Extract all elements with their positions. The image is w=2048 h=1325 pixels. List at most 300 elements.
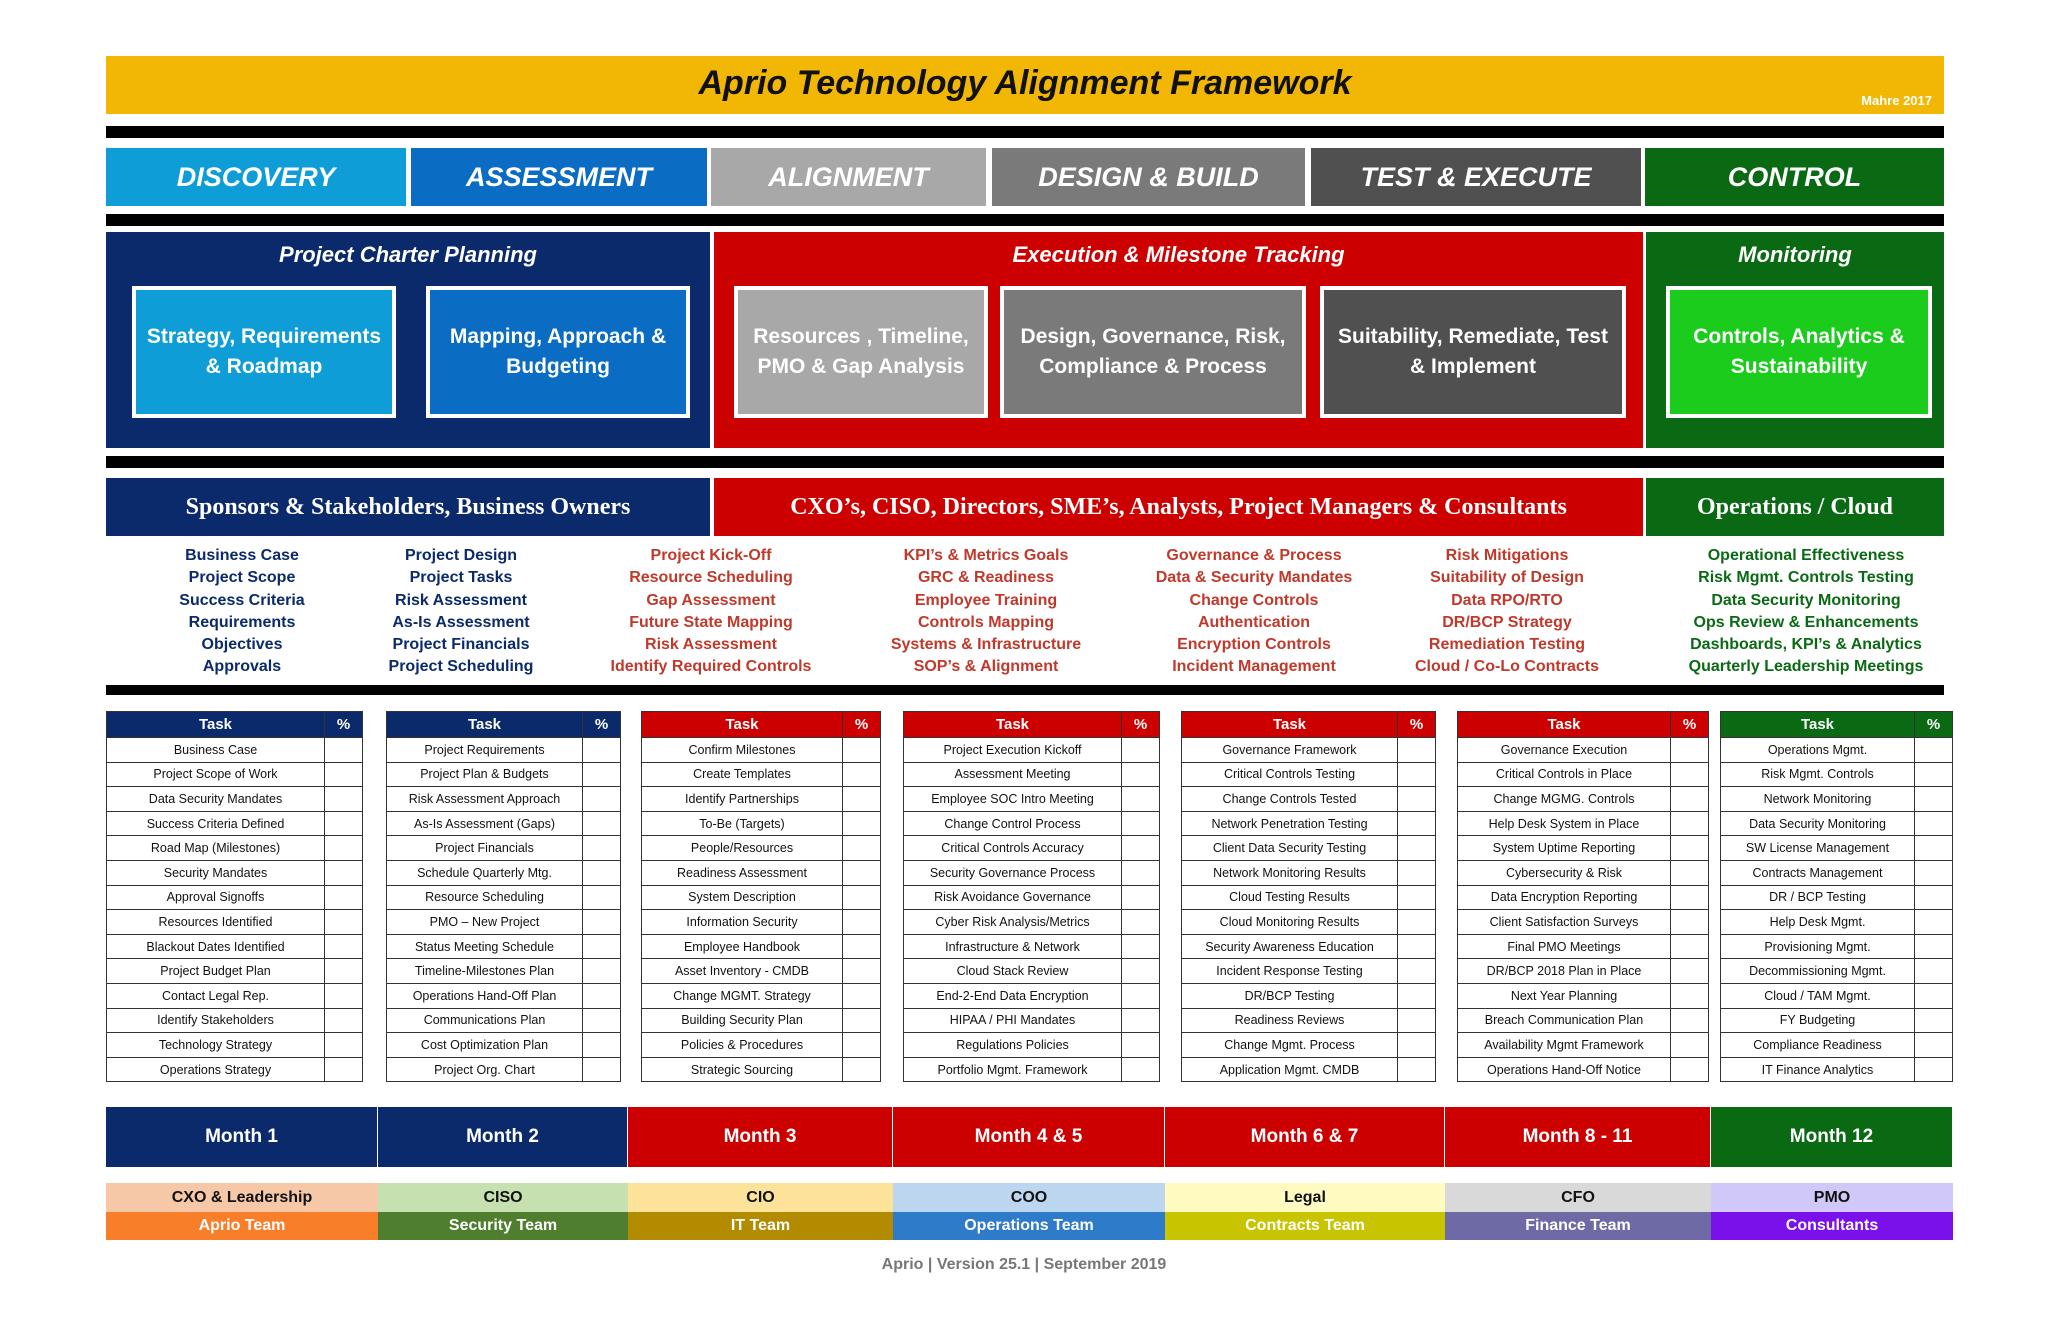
band-execution-milestone-tracking [714,232,1643,448]
table-row [1458,762,1709,787]
topic-item: Ops Review & Enhancements [1693,613,1919,631]
percent-cell[interactable] [843,1033,881,1058]
percent-cell[interactable] [1122,762,1160,787]
task-cell: Infrastructure & Network [904,934,1122,959]
task-table [1720,711,1953,1082]
percent-column-header: % [325,712,363,738]
stage-box: Design, Governance, Risk, Compliance & Process [1000,286,1306,418]
table-row [642,983,881,1008]
table-row [1182,885,1436,910]
percent-cell[interactable] [1671,885,1709,910]
task-cell: Critical Controls Accuracy [904,836,1122,861]
task-cell: Data Encryption Reporting [1458,885,1671,910]
topic-item: Change Controls [1189,591,1319,609]
task-column-header: Task [642,712,843,738]
task-cell: To-Be (Targets) [642,811,843,836]
task-cell: Approval Signoffs [107,885,325,910]
task-cell: Change Controls Tested [1182,787,1398,812]
percent-cell[interactable] [843,910,881,935]
task-cell: Security Awareness Education [1182,934,1398,959]
percent-cell[interactable] [1671,1008,1709,1033]
table-row [387,1057,621,1082]
topic-item: Systems & Infrastructure [890,636,1082,654]
percent-cell[interactable] [1915,983,1953,1008]
table-row [1721,1057,1953,1082]
percent-cell[interactable] [583,811,621,836]
task-cell: Application Mgmt. CMDB [1182,1057,1398,1082]
phase-design-build: DESIGN & BUILD [992,148,1305,206]
task-cell: Data Security Mandates [107,787,325,812]
percent-cell[interactable] [843,885,881,910]
task-cell: Operations Hand-Off Plan [387,983,583,1008]
table-row [1182,1033,1436,1058]
percent-cell[interactable] [1122,910,1160,935]
task-table [1181,711,1436,1082]
task-cell: Operations Mgmt. [1721,738,1915,763]
divider-line [106,456,1944,468]
percent-cell[interactable] [1671,762,1709,787]
task-cell: Road Map (Milestones) [107,836,325,861]
table-row [642,959,881,984]
percent-cell[interactable] [1915,787,1953,812]
percent-cell[interactable] [325,860,363,885]
task-table [386,711,621,1082]
percent-cell[interactable] [1671,1033,1709,1058]
task-cell: Strategic Sourcing [642,1057,843,1082]
percent-cell[interactable] [325,787,363,812]
table-row [1182,787,1436,812]
percent-cell[interactable] [1671,836,1709,861]
task-cell: Operations Hand-Off Notice [1458,1057,1671,1082]
table-row [1458,787,1709,812]
percent-cell[interactable] [1398,983,1436,1008]
table-row [387,787,621,812]
stage-box: Mapping, Approach & Budgeting [426,286,690,418]
topic-item: Project Tasks [409,569,513,587]
percent-cell[interactable] [325,910,363,935]
percent-cell[interactable] [1398,836,1436,861]
table-row [904,1057,1160,1082]
table-row [904,787,1160,812]
task-table-header [1721,712,1953,738]
percent-cell[interactable] [843,959,881,984]
table-row [387,738,621,763]
percent-cell[interactable] [843,811,881,836]
phase-test-execute: TEST & EXECUTE [1311,148,1641,206]
table-row [904,1033,1160,1058]
percent-cell[interactable] [1122,1057,1160,1082]
topic-list [1642,545,1970,679]
percent-cell[interactable] [1122,959,1160,984]
task-column-header: Task [1182,712,1398,738]
percent-cell[interactable] [325,1008,363,1033]
table-row [1182,738,1436,763]
task-cell: Change MGMG. Controls [1458,787,1671,812]
table-row [387,762,621,787]
table-row [904,836,1160,861]
percent-cell[interactable] [325,762,363,787]
percent-cell[interactable] [843,787,881,812]
percent-cell[interactable] [583,983,621,1008]
table-row [1721,762,1953,787]
topic-item: Governance & Process [1166,547,1342,564]
team-cell: Operations Team [893,1212,1165,1240]
teams-row [106,1212,1953,1240]
percent-cell[interactable] [1671,910,1709,935]
roles-row [106,1183,1953,1212]
percent-cell[interactable] [583,762,621,787]
percent-cell[interactable] [843,860,881,885]
table-row [1458,836,1709,861]
task-cell: Cloud Testing Results [1182,885,1398,910]
task-cell: Success Criteria Defined [107,811,325,836]
percent-cell[interactable] [1398,762,1436,787]
percent-cell[interactable] [1915,910,1953,935]
percent-cell[interactable] [1671,860,1709,885]
team-cell: Security Team [378,1212,628,1240]
percent-column-header: % [1398,712,1436,738]
percent-cell[interactable] [583,910,621,935]
table-row [1458,934,1709,959]
task-cell: Create Templates [642,762,843,787]
stage-box: Suitability, Remediate, Test & Implement [1320,286,1626,418]
task-cell: Contracts Management [1721,860,1915,885]
percent-cell[interactable] [325,934,363,959]
table-row [1721,934,1953,959]
topic-item: DR/BCP Strategy [1442,613,1572,631]
task-cell: Status Meeting Schedule [387,934,583,959]
team-cell: Finance Team [1445,1212,1711,1240]
percent-cell[interactable] [843,836,881,861]
topic-item: Requirements [188,613,296,631]
table-row [1721,910,1953,935]
task-table-header [1182,712,1436,738]
percent-cell[interactable] [1671,959,1709,984]
task-cell: Network Penetration Testing [1182,811,1398,836]
percent-cell[interactable] [1915,860,1953,885]
task-table-header [904,712,1160,738]
task-cell: Incident Response Testing [1182,959,1398,984]
percent-cell[interactable] [1122,738,1160,763]
stage-box: Resources , Timeline, PMO & Gap Analysis [734,286,988,418]
percent-cell[interactable] [583,1008,621,1033]
percent-cell[interactable] [1398,1008,1436,1033]
percent-cell[interactable] [1915,811,1953,836]
percent-cell[interactable] [1398,738,1436,763]
table-row [904,811,1160,836]
percent-cell[interactable] [1122,983,1160,1008]
topic-list [596,545,826,679]
percent-cell[interactable] [1398,959,1436,984]
role-cell: CISO [378,1183,628,1212]
topic-item: Risk Assessment [645,636,777,654]
percent-cell[interactable] [1398,910,1436,935]
table-row [107,1008,363,1033]
task-cell: Critical Controls Testing [1182,762,1398,787]
percent-cell[interactable] [1915,1033,1953,1058]
percent-cell[interactable] [325,983,363,1008]
table-row [1458,1008,1709,1033]
percent-cell[interactable] [843,983,881,1008]
table-row [387,983,621,1008]
percent-cell[interactable] [1122,1008,1160,1033]
task-column-header: Task [1721,712,1915,738]
percent-cell[interactable] [583,885,621,910]
title-bar [106,56,1944,114]
topic-item: Controls Mapping [918,613,1054,631]
task-cell: Project Scope of Work [107,762,325,787]
team-cell: Aprio Team [106,1212,378,1240]
percent-cell[interactable] [1671,787,1709,812]
percent-cell[interactable] [1915,738,1953,763]
task-cell: Resources Identified [107,910,325,935]
table-row [107,836,363,861]
table-row [107,1033,363,1058]
table-row [642,787,881,812]
percent-cell[interactable] [1398,787,1436,812]
task-cell: Employee Handbook [642,934,843,959]
task-cell: FY Budgeting [1721,1008,1915,1033]
task-cell: Project Financials [387,836,583,861]
task-cell: Help Desk System in Place [1458,811,1671,836]
percent-cell[interactable] [1122,1033,1160,1058]
percent-cell[interactable] [583,738,621,763]
percent-cell[interactable] [1398,1057,1436,1082]
percent-cell[interactable] [1915,836,1953,861]
percent-cell[interactable] [325,959,363,984]
topic-list [142,545,342,679]
percent-cell[interactable] [1122,787,1160,812]
percent-cell[interactable] [1915,934,1953,959]
percent-cell[interactable] [1915,1008,1953,1033]
table-row [1721,959,1953,984]
topic-item: Risk Mgmt. Controls Testing [1698,569,1914,587]
table-row [642,762,881,787]
task-column-header: Task [1458,712,1671,738]
topic-item: KPI’s & Metrics Goals [903,547,1069,564]
task-table-header [642,712,881,738]
footer: Aprio | Version 25.1 | September 2019 [881,1256,1167,1273]
task-cell: Final PMO Meetings [1458,934,1671,959]
table-row [107,885,363,910]
topic-item: Project Design [404,547,518,564]
stage-box: Strategy, Requirements & Roadmap [132,286,396,418]
percent-cell[interactable] [1915,1057,1953,1082]
topic-item: Resource Scheduling [629,569,793,587]
phase-control: CONTROL [1645,148,1944,206]
task-cell: Cost Optimization Plan [387,1033,583,1058]
percent-cell[interactable] [583,860,621,885]
task-cell: Change Mgmt. Process [1182,1033,1398,1058]
task-cell: Data Security Monitoring [1721,811,1915,836]
task-cell: People/Resources [642,836,843,861]
table-row [904,959,1160,984]
topic-item: Project Financials [392,636,530,654]
percent-cell[interactable] [1671,738,1709,763]
percent-column-header: % [1122,712,1160,738]
table-row [1721,738,1953,763]
percent-cell[interactable] [1122,836,1160,861]
topic-item: Data RPO/RTO [1451,591,1563,609]
percent-cell[interactable] [583,1057,621,1082]
table-row [642,1057,881,1082]
task-table-header [1458,712,1709,738]
topic-item: Encryption Controls [1177,636,1331,654]
task-cell: Blackout Dates Identified [107,934,325,959]
percent-cell[interactable] [325,738,363,763]
task-cell: Availability Mgmt Framework [1458,1033,1671,1058]
task-cell: Portfolio Mgmt. Framework [904,1057,1122,1082]
task-cell: PMO – New Project [387,910,583,935]
title-note: Mahre 2017 [1861,93,1932,108]
table-row [107,738,363,763]
table-row [107,811,363,836]
table-row [642,910,881,935]
task-cell: Critical Controls in Place [1458,762,1671,787]
percent-cell[interactable] [1122,934,1160,959]
percent-cell[interactable] [843,934,881,959]
task-cell: System Uptime Reporting [1458,836,1671,861]
role-cell: COO [893,1183,1165,1212]
table-row [1721,787,1953,812]
table-row [642,934,881,959]
percent-cell[interactable] [583,1033,621,1058]
percent-cell[interactable] [325,1033,363,1058]
percent-cell[interactable] [325,811,363,836]
percent-cell[interactable] [1122,811,1160,836]
table-row [1721,1033,1953,1058]
topic-item: Success Criteria [179,591,305,609]
percent-cell[interactable] [1915,762,1953,787]
percent-cell[interactable] [583,959,621,984]
team-cell: IT Team [628,1212,893,1240]
table-row [1458,885,1709,910]
task-table [903,711,1160,1082]
percent-cell[interactable] [1122,885,1160,910]
percent-cell[interactable] [325,885,363,910]
percent-cell[interactable] [843,1008,881,1033]
percent-cell[interactable] [1398,885,1436,910]
percent-cell[interactable] [843,1057,881,1082]
percent-cell[interactable] [843,738,881,763]
task-cell: Network Monitoring [1721,787,1915,812]
percent-cell[interactable] [843,762,881,787]
task-cell: Cyber Risk Analysis/Metrics [904,910,1122,935]
task-cell: Identify Partnerships [642,787,843,812]
topic-item: Suitability of Design [1430,569,1584,587]
task-cell: Project Execution Kickoff [904,738,1122,763]
topic-item: Project Scheduling [388,658,534,676]
task-cell: Project Plan & Budgets [387,762,583,787]
table-row [1182,1057,1436,1082]
topic-item: Cloud / Co-Lo Contracts [1415,658,1599,676]
task-cell: Security Mandates [107,860,325,885]
task-cell: Information Security [642,910,843,935]
table-row [1182,959,1436,984]
percent-column-header: % [1671,712,1709,738]
table-row [642,811,881,836]
percent-cell[interactable] [1398,860,1436,885]
task-cell: Breach Communication Plan [1458,1008,1671,1033]
table-row [904,860,1160,885]
percent-cell[interactable] [1398,1033,1436,1058]
task-cell: Business Case [107,738,325,763]
percent-cell[interactable] [1671,811,1709,836]
percent-cell[interactable] [1122,860,1160,885]
table-row [642,885,881,910]
percent-cell[interactable] [1915,959,1953,984]
table-row [1458,959,1709,984]
table-row [642,738,881,763]
month-cell: Month 3 [628,1107,893,1167]
table-row [1458,983,1709,1008]
role-bar: CXO’s, CISO, Directors, SME’s, Analysts, Project Managers & Consultants [714,478,1643,536]
table-row [1458,860,1709,885]
role-cell: CXO & Leadership [106,1183,378,1212]
percent-cell[interactable] [325,1057,363,1082]
table-row [107,1057,363,1082]
percent-cell[interactable] [1915,885,1953,910]
table-row [387,910,621,935]
table-row [904,934,1160,959]
table-row [387,934,621,959]
topic-list [1126,545,1382,679]
task-cell: IT Finance Analytics [1721,1057,1915,1082]
percent-cell[interactable] [583,787,621,812]
task-cell: Compliance Readiness [1721,1033,1915,1058]
task-cell: Readiness Reviews [1182,1008,1398,1033]
percent-cell[interactable] [1671,983,1709,1008]
percent-cell[interactable] [583,836,621,861]
month-cell: Month 1 [106,1107,378,1167]
task-table-header [107,712,363,738]
table-row [904,910,1160,935]
task-cell: Technology Strategy [107,1033,325,1058]
band-project-charter-planning [106,232,710,448]
percent-cell[interactable] [325,836,363,861]
percent-cell[interactable] [1671,934,1709,959]
band-title: Project Charter Planning [279,242,537,267]
task-cell: Policies & Procedures [642,1033,843,1058]
percent-cell[interactable] [1398,934,1436,959]
percent-cell[interactable] [1398,811,1436,836]
table-row [387,836,621,861]
topic-item: Identify Required Controls [610,658,812,676]
topic-item: As-Is Assessment [392,613,530,631]
table-row [107,910,363,935]
task-cell: Cybersecurity & Risk [1458,860,1671,885]
task-cell: DR/BCP 2018 Plan in Place [1458,959,1671,984]
topic-item: Risk Mitigations [1445,547,1569,564]
task-cell: Project Budget Plan [107,959,325,984]
table-row [1458,1033,1709,1058]
percent-cell[interactable] [1671,1057,1709,1082]
topic-item: Authentication [1198,613,1310,631]
task-cell: Identify Stakeholders [107,1008,325,1033]
table-row [1721,860,1953,885]
phase-alignment: ALIGNMENT [711,148,986,206]
percent-cell[interactable] [583,934,621,959]
percent-column-header: % [1915,712,1953,738]
table-row [1458,1057,1709,1082]
table-row [107,762,363,787]
task-cell: Provisioning Mgmt. [1721,934,1915,959]
table-row [1182,983,1436,1008]
topic-item: Objectives [201,636,283,654]
task-cell: Next Year Planning [1458,983,1671,1008]
task-cell: Help Desk Mgmt. [1721,910,1915,935]
topic-item: Gap Assessment [646,591,776,609]
